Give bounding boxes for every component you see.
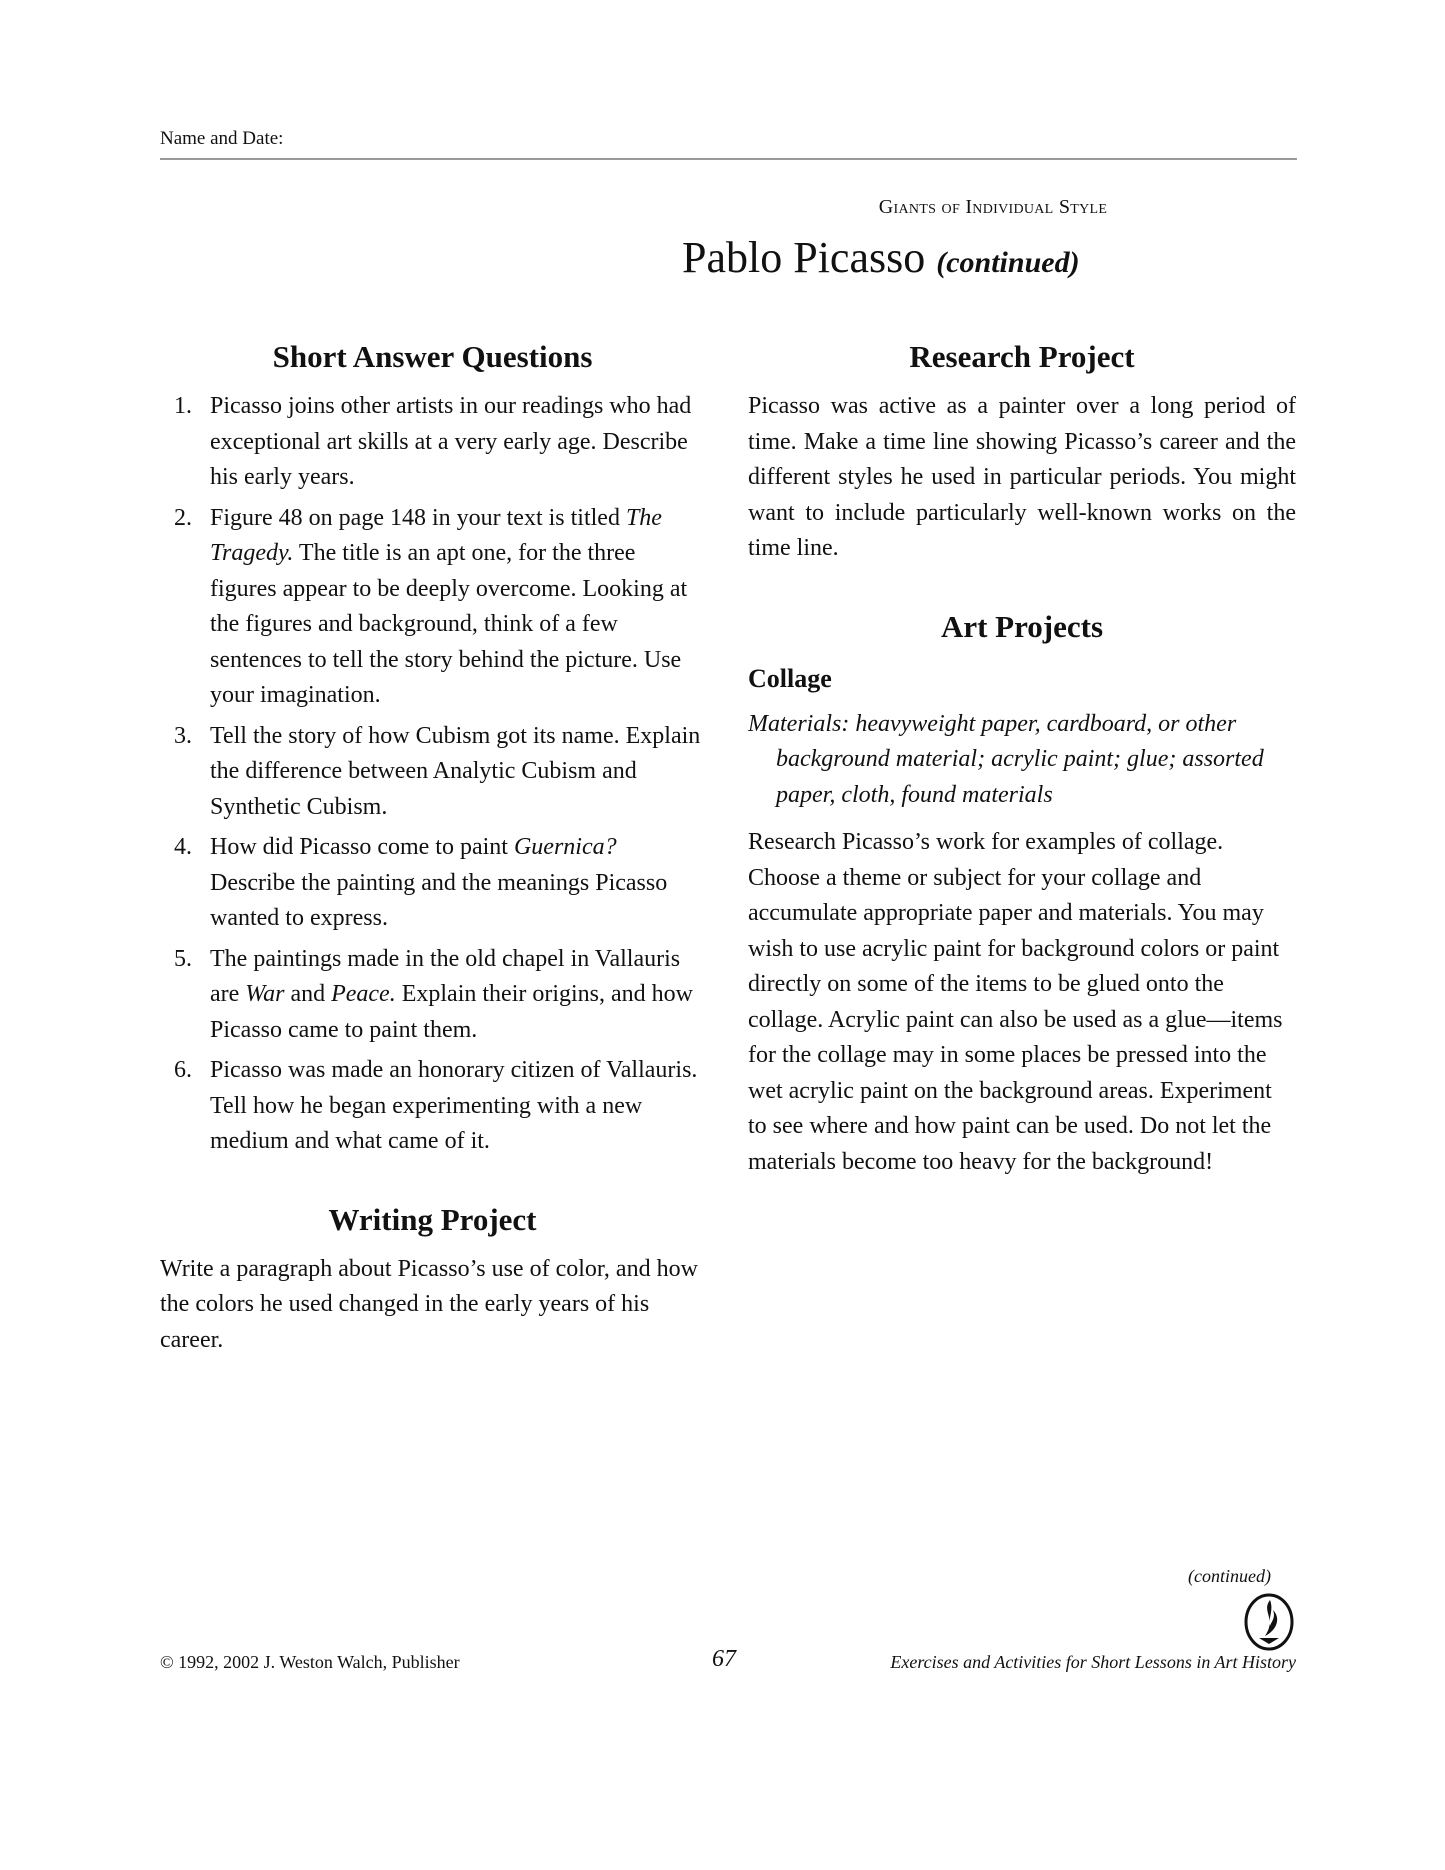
question-item: 1. Picasso joins other artists in our readings who had exceptional art skills at a very early age. Describe his early years. xyxy=(174,393,692,490)
question-item: 3. Tell the story of how Cubism got its name. Explain the difference between Analytic Cubism and Synthetic Cubism. xyxy=(174,722,701,820)
header-rule xyxy=(160,158,1297,160)
copyright-text: © 1992, 2002 J. Weston Walch, Publisher xyxy=(160,1652,460,1672)
continued-note: (continued) xyxy=(1188,1566,1271,1586)
collage-body: Research Picasso’s work for examples of collage. Choose a theme or subject for your collage and accumulate appropriate paper and materials. You may wish to use acrylic paint for background colors or paint directly on some of the items to be glued onto the collage. Acrylic paint can also be used as a glue—items for the collage may in some places be pressed into the wet acrylic paint on the background areas. Experiment to see where and how paint can be used. Do not let the materials become too heavy for the background! xyxy=(748,829,1283,1175)
page-title-suffix: (continued) xyxy=(936,246,1080,279)
art-projects-heading: Art Projects xyxy=(940,608,1104,644)
series-title: Giants of Individual Style xyxy=(878,196,1108,218)
research-project-heading: Research Project xyxy=(909,339,1135,374)
page-title-main: Pablo Picasso xyxy=(682,233,926,282)
question-item: 4. How did Picasso come to paint Guernica? Describe the painting and the meanings Picasso wanted to express. xyxy=(174,834,668,931)
name-and-date-label: Name and Date: xyxy=(160,128,284,149)
question-item: 2. Figure 48 on page 148 in your text is titled The Tragedy. The title is an apt one, for the three figures appear to be deeply overcome. Looking at the figures and background, think of a few sentences to tell the story behind the picture. Use your imagination. xyxy=(174,504,688,708)
question-item: 6. Picasso was made an honorary citizen of Vallauris. Tell how he began experimenting with a new medium and what came of it. xyxy=(174,1057,698,1154)
book-title: Exercises and Activities for Short Lessons in Art History xyxy=(890,1652,1296,1672)
left-column xyxy=(160,335,705,1358)
research-project-body: Picasso was active as a painter over a long period of time. Make a time line showing Picasso’s career and the different styles he used in particular periods. You might want to include particularly well-known works on the time line. xyxy=(748,393,1296,561)
right-column xyxy=(748,335,1296,1180)
page-title xyxy=(682,232,1080,283)
collage-subheading: Collage xyxy=(748,663,832,693)
flame-logo-icon xyxy=(1243,1592,1295,1652)
question-item: 5. The paintings made in the old chapel in Vallauris are War and Peace. Explain their origins, and how Picasso came to paint them. xyxy=(174,945,693,1043)
writing-project-body: Write a paragraph about Picasso’s use of color, and how the colors he used changed in the early years of his career. xyxy=(160,1255,698,1353)
short-answer-heading: Short Answer Questions xyxy=(272,339,593,374)
short-answer-list xyxy=(160,389,705,1160)
page-number: 67 xyxy=(712,1646,736,1672)
materials-list: Materials: heavyweight paper, cardboard, or other background material; acrylic paint; glue; assorted paper, cloth, found materials xyxy=(748,710,1264,808)
writing-project-heading: Writing Project xyxy=(328,1201,537,1237)
